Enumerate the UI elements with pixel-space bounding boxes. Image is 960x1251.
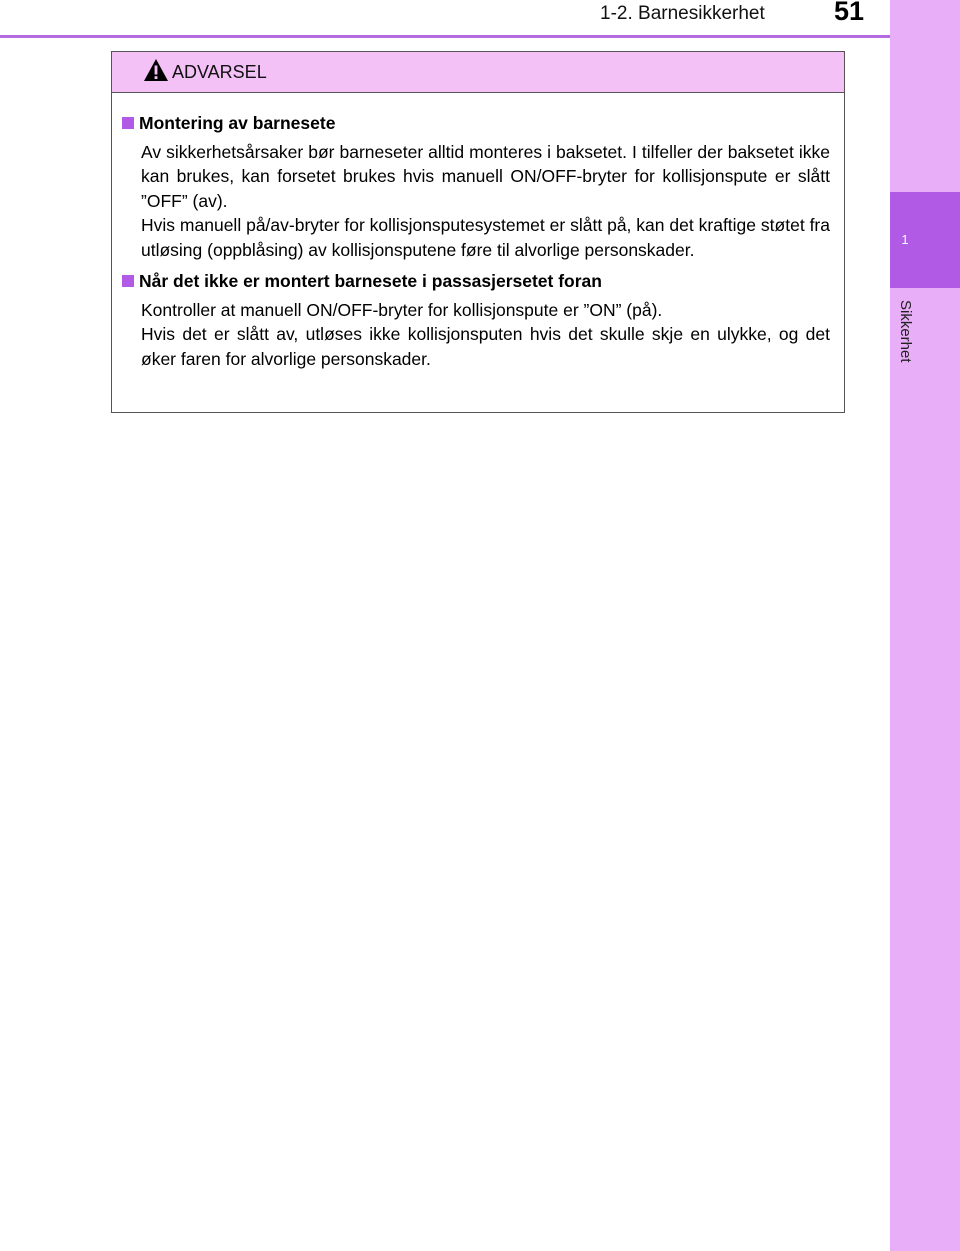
- chapter-number: 1: [901, 232, 909, 247]
- warning-triangle-icon: [143, 58, 169, 82]
- paragraph: Hvis manuell på/av-bryter for kollisjonsputesystemet er slått på, kan det kraftige støtet fra utløsing (oppblåsing) av kollisjonsputene føre til alvorlige personskader.: [141, 215, 830, 260]
- warning-body: [112, 93, 844, 371]
- header-rule: [0, 35, 890, 38]
- warning-header: [112, 52, 844, 93]
- warning-section-1: [122, 111, 830, 262]
- paragraph: Kontroller at manuell ON/OFF-bryter for kollisjonspute er ”ON” (på).: [141, 300, 663, 321]
- section-heading-text: Når det ikke er montert barnesete i passasjersetet foran: [139, 271, 602, 292]
- square-bullet-icon: [122, 117, 134, 129]
- paragraph: Hvis det er slått av, utløses ikke kollisjonsputen hvis det skulle skje en ulykke, og det øker faren for alvorlige personskader.: [141, 324, 830, 369]
- section-heading-text: Montering av barnesete: [139, 113, 336, 133]
- chapter-label: Sikkerhet: [897, 300, 914, 363]
- section-title: 1-2. Barnesikkerhet: [600, 3, 765, 24]
- section-heading: [122, 111, 830, 135]
- square-bullet-icon: [122, 275, 134, 287]
- warning-box: [111, 51, 845, 413]
- side-tab: [890, 0, 960, 1251]
- paragraph: Av sikkerhetsårsaker bør barneseter alltid monteres i baksetet. I tilfeller der baksetet ikke kan brukes, kan forsetet brukes hvis manuell ON/OFF-bryter for kollisjonspute er slått ”OFF” (av).: [141, 142, 830, 211]
- section-heading: [122, 269, 830, 293]
- warning-section-2: [122, 269, 830, 371]
- page-number: 51: [834, 0, 865, 26]
- warning-title: ADVARSEL: [172, 62, 267, 82]
